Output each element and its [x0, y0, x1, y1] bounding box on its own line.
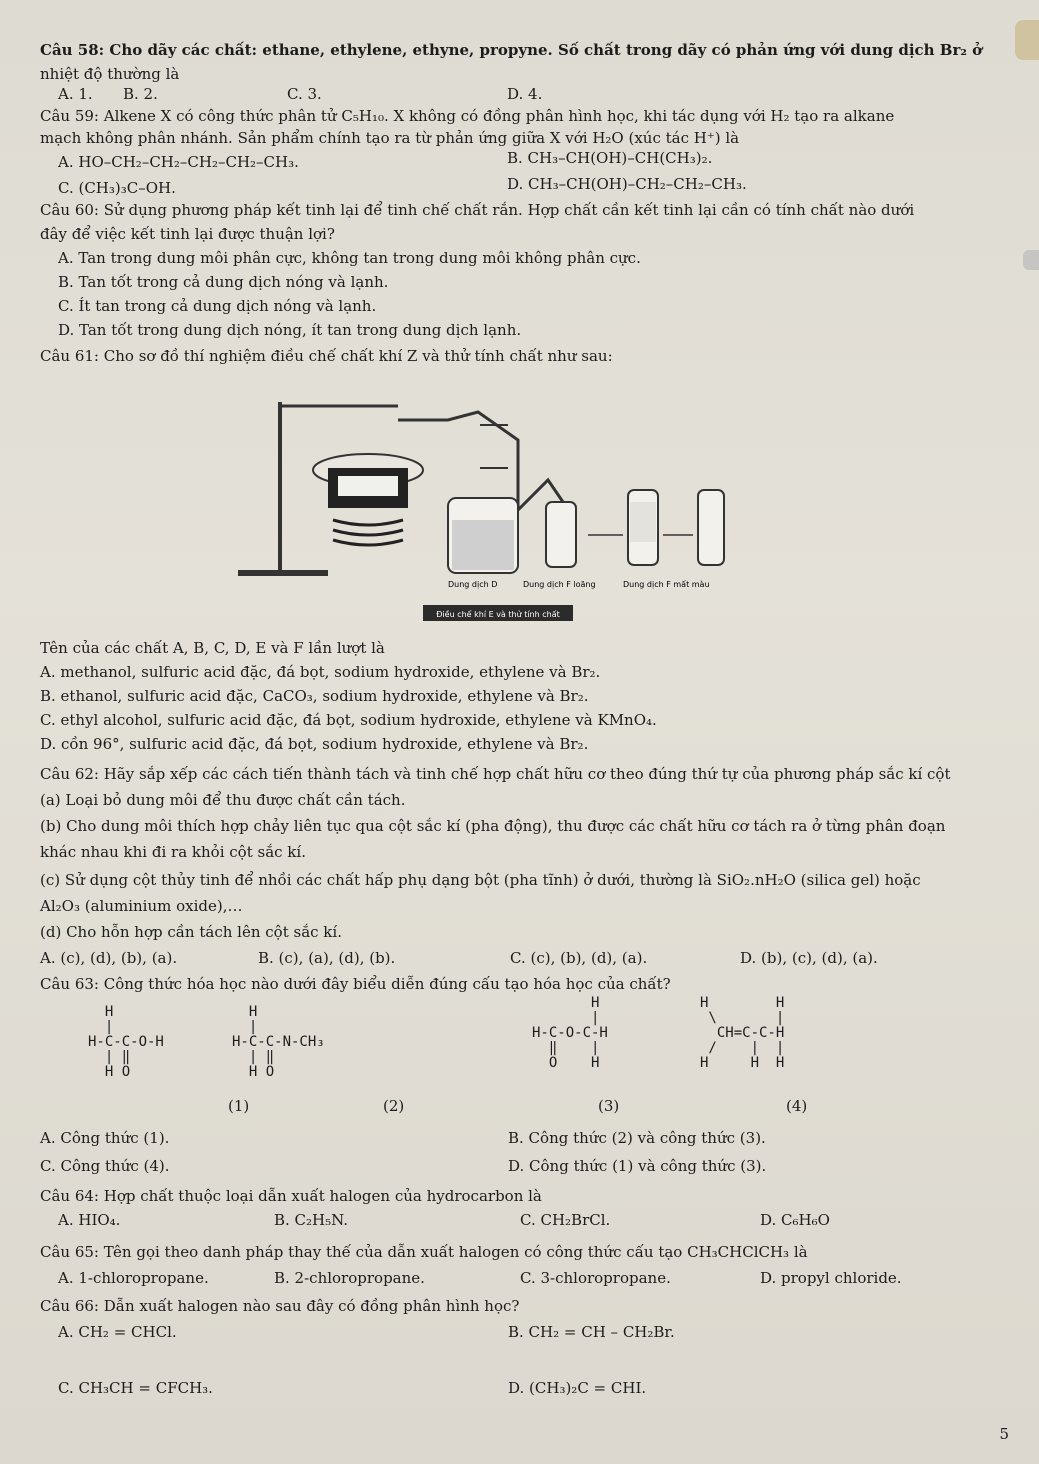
- q60-option-b: B. Tan tốt trong cả dung dịch nóng và lạnh.: [58, 273, 389, 291]
- q59-option-d: D. CH₃–CH(OH)–CH₂–CH₂–CH₃.: [507, 175, 747, 193]
- q62-step-c: (c) Sử dụng cột thủy tinh để nhồi các chất hấp phụ dạng bột (pha tĩnh) ở dưới, thường là SiO₂.nH₂O (silica gel) hoặc: [40, 871, 921, 889]
- q62-step-d: (d) Cho hỗn hợp cần tách lên cột sắc kí.: [40, 923, 342, 941]
- q65-stem: Câu 65: Tên gọi theo danh pháp thay thế của dẫn xuất halogen có công thức cấu tạo CH₃CHClCH₃ là: [40, 1243, 808, 1261]
- q66-option-b: B. CH₂ = CH – CH₂Br.: [508, 1323, 675, 1341]
- q66-stem: Câu 66: Dẫn xuất halogen nào sau đây có đồng phân hình học?: [40, 1297, 520, 1315]
- fig-label-f-dilute: Dung dịch F loãng: [523, 580, 596, 589]
- q65-option-b: B. 2-chloropropane.: [274, 1269, 425, 1287]
- fig-label-f-decolor: Dung dịch F mất màu: [623, 580, 710, 589]
- q62-step-a: (a) Loại bỏ dung môi để thu được chất cần tách.: [40, 791, 406, 809]
- q65-option-c: C. 3-chloropropane.: [520, 1269, 671, 1287]
- q58-option-c: C. 3.: [287, 85, 322, 103]
- q66-option-a: A. CH₂ = CHCl.: [58, 1323, 177, 1341]
- q59-stem: Câu 59: Alkene X có công thức phân tử C₅H₁₀. X không có đồng phân hình học, khi tác dụng với H₂ tạo ra alkane: [40, 107, 895, 125]
- q62-option-c: C. (c), (b), (d), (a).: [510, 949, 648, 967]
- q62-step-c-cont: Al₂O₃ (aluminium oxide),…: [40, 897, 243, 915]
- q61-option-b: B. ethanol, sulfuric acid đặc, CaCO₃, sodium hydroxide, ethylene và Br₂.: [40, 687, 589, 705]
- q64-option-b: B. C₂H₅N.: [274, 1211, 349, 1229]
- q62-option-d: D. (b), (c), (d), (a).: [740, 949, 878, 967]
- structure-4: H H \ | CH=C-C-H / | | H H H: [700, 995, 785, 1071]
- q64-option-a: A. HIO₄.: [58, 1211, 121, 1229]
- structure-label-4: (4): [786, 1097, 808, 1115]
- structure-2: H | H-C-C-N-CH₃ | ‖ H O: [232, 1004, 325, 1080]
- q59-option-a: A. HO–CH₂–CH₂–CH₂–CH₂–CH₃.: [58, 153, 299, 171]
- q61-stem: Câu 61: Cho sơ đồ thí nghiệm điều chế chất khí Z và thử tính chất như sau:: [40, 347, 613, 365]
- q58-stem: Câu 58: Cho dãy các chất: ethane, ethylene, ethyne, propyne. Số chất trong dãy có phản ứng với dung dịch Br₂ ở: [40, 41, 983, 59]
- fig-label-d: Dung dịch D: [448, 580, 498, 589]
- structure-1: H | H-C-C-O-H | ‖ H O: [88, 1004, 164, 1080]
- q58-option-d: D. 4.: [507, 85, 543, 103]
- q62-option-a: A. (c), (d), (b), (a).: [40, 949, 178, 967]
- q63-option-b: B. Công thức (2) và công thức (3).: [508, 1129, 766, 1147]
- structure-label-1: (1): [228, 1097, 250, 1115]
- q61-option-d: D. cồn 96°, sulfuric acid đặc, đá bọt, sodium hydroxide, ethylene và Br₂.: [40, 735, 589, 753]
- q66-option-c: C. CH₃CH = CFCH₃.: [58, 1379, 213, 1397]
- q60-option-d: D. Tan tốt trong dung dịch nóng, ít tan trong dung dịch lạnh.: [58, 321, 522, 339]
- q61-ask: Tên của các chất A, B, C, D, E và F lần lượt là: [40, 639, 385, 657]
- q59-option-c: C. (CH₃)₃C–OH.: [58, 179, 176, 197]
- q63-option-c: C. Công thức (4).: [40, 1157, 170, 1175]
- q60-stem: Câu 60: Sử dụng phương pháp kết tinh lại để tinh chế chất rắn. Hợp chất cần kết tinh lại cần có tính chất nào dưới: [40, 201, 915, 219]
- q64-option-c: C. CH₂BrCl.: [520, 1211, 611, 1229]
- structure-label-2: (2): [383, 1097, 405, 1115]
- q63-stem: Câu 63: Công thức hóa học nào dưới đây biểu diễn đúng cấu tạo hóa học của chất?: [40, 975, 671, 993]
- structure-label-3: (3): [598, 1097, 620, 1115]
- q58-option-a: A. 1.: [58, 85, 93, 103]
- q60-stem-cont: đây để việc kết tinh lại được thuận lợi?: [40, 225, 335, 243]
- page-tab-marker: [1015, 20, 1039, 60]
- page-number: 5: [999, 1425, 1009, 1443]
- q59-stem-cont: mạch không phân nhánh. Sản phẩm chính tạo ra từ phản ứng giữa X với H₂O (xúc tác H⁺) là: [40, 129, 740, 147]
- q64-stem: Câu 64: Hợp chất thuộc loại dẫn xuất halogen của hydrocarbon là: [40, 1187, 542, 1205]
- q61-option-a: A. methanol, sulfuric acid đặc, đá bọt, sodium hydroxide, ethylene và Br₂.: [40, 663, 601, 681]
- q59-option-b: B. CH₃–CH(OH)–CH(CH₃)₂.: [507, 149, 713, 167]
- q63-option-d: D. Công thức (1) và công thức (3).: [508, 1157, 767, 1175]
- q61-apparatus-figure: [218, 390, 738, 630]
- q58-option-b: B. 2.: [123, 85, 158, 103]
- structure-3: H | H-C-O-C-H ‖ | O H: [532, 995, 608, 1071]
- q62-option-b: B. (c), (a), (d), (b).: [258, 949, 396, 967]
- q62-step-b: (b) Cho dung môi thích hợp chảy liên tục qua cột sắc kí (pha động), thu được các chất hữu cơ tách ra ở từng phân đoạn: [40, 817, 946, 835]
- q62-step-b-cont: khác nhau khi đi ra khỏi cột sắc kí.: [40, 843, 306, 861]
- q58-stem-cont: nhiệt độ thường là: [40, 65, 180, 83]
- q60-option-a: A. Tan trong dung môi phân cực, không tan trong dung môi không phân cực.: [58, 249, 641, 267]
- q65-option-d: D. propyl chloride.: [760, 1269, 902, 1287]
- q65-option-a: A. 1-chloropropane.: [58, 1269, 209, 1287]
- q66-option-d: D. (CH₃)₂C = CHI.: [508, 1379, 647, 1397]
- q64-option-d: D. C₆H₆O: [760, 1211, 830, 1229]
- fig-caption: Điều chế khí E và thử tính chất: [436, 610, 560, 619]
- q60-option-c: C. Ít tan trong cả dung dịch nóng và lạnh.: [58, 297, 377, 315]
- q62-stem: Câu 62: Hãy sắp xếp các cách tiến thành tách và tinh chế hợp chất hữu cơ theo đúng thứ tự của phương pháp sắc kí cột: [40, 765, 951, 783]
- q63-option-a: A. Công thức (1).: [40, 1129, 170, 1147]
- page-tab-marker: [1023, 250, 1039, 270]
- q61-option-c: C. ethyl alcohol, sulfuric acid đặc, đá bọt, sodium hydroxide, ethylene và KMnO₄.: [40, 711, 657, 729]
